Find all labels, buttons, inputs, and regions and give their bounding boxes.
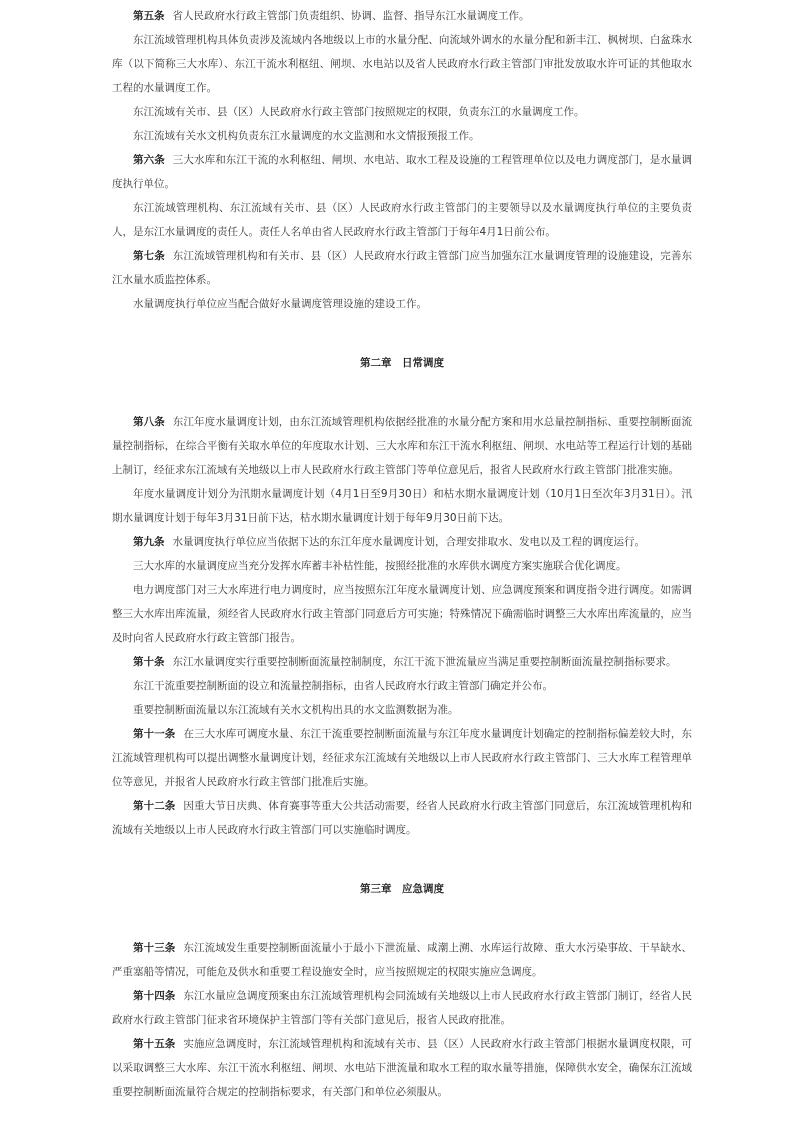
section-emergency-dispatch xyxy=(112,936,692,1104)
article-text: 东江水量调度实行重要控制断面流量控制制度，东江干流下泄流量应当满足重要控制断面流量控制指标要求。 xyxy=(172,656,677,668)
article-number: 第十四条 xyxy=(133,990,176,1002)
article-text: 东江流域管理机构和有关市、县（区）人民政府水行政主管部门应当加强东江水量调度管理的设施建设，完善东江水量水质监控体系。 xyxy=(112,250,693,286)
article-paragraph xyxy=(112,984,692,1032)
article-number: 第十五条 xyxy=(133,1038,176,1050)
article-paragraph xyxy=(112,124,692,148)
article-text: 东江流域发生重要控制断面流量小于最小下泄流量、咸潮上溯、水库运行故障、重大水污染事故、干旱缺水、严重塞船等情况，可能危及供水和重要工程设施安全时，应当按照规定的权限实施应急调度。 xyxy=(112,942,693,978)
article-paragraph xyxy=(112,244,692,292)
article-paragraph xyxy=(112,554,692,578)
article-paragraph xyxy=(112,578,692,650)
article-text: 省人民政府水行政主管部门负责组织、协调、监督、指导东江水量调度工作。 xyxy=(172,10,530,22)
article-number: 第十一条 xyxy=(133,728,176,740)
article-number: 第十条 xyxy=(133,656,165,668)
article-text: 水量调度执行单位应当配合做好水量调度管理设施的建设工作。 xyxy=(133,298,427,310)
article-paragraph xyxy=(112,196,692,244)
section-daily-dispatch xyxy=(112,410,692,842)
article-number: 第六条 xyxy=(133,154,165,166)
article-number: 第七条 xyxy=(133,250,165,262)
article-paragraph xyxy=(112,722,692,794)
article-paragraph xyxy=(112,1032,692,1104)
article-text: 东江年度水量调度计划，由东江流域管理机构依据经批准的水量分配方案和用水总量控制指标、重要控制断面流量控制指标，在综合平衡有关取水单位的年度取水计划、三大水库和东江干流水利枢纽、闸坝、水电站等工程运行计划的基础上制订，经征求东江流域有关地级以上市人民政府水行政主管部门等单位意见后，报省人民政府水行政主管部门批准实施。 xyxy=(112,416,693,476)
article-paragraph xyxy=(112,148,692,196)
article-number: 第九条 xyxy=(133,536,165,548)
article-text: 重要控制断面流量以东江流域有关水文机构出具的水文监测数据为准。 xyxy=(133,704,459,716)
article-text: 东江流域管理机构、东江流域有关市、县（区）人民政府水行政主管部门的主要领导以及水量调度执行单位的主要负责人，是东江水量调度的责任人。责任人名单由省人民政府水行政主管部门于每年4月1日前公布。 xyxy=(112,202,692,238)
article-text: 三大水库的水量调度应当充分发挥水库蓄丰补枯性能，按照经批准的水库供水调度方案实施联合优化调度。 xyxy=(133,560,627,572)
article-paragraph xyxy=(112,650,692,674)
article-text: 电力调度部门对三大水库进行电力调度时，应当按照东江年度水量调度计划、应急调度预案和调度指令进行调度。如需调整三大水库出库流量，须经省人民政府水行政主管部门同意后方可实施；特殊情况下确需临时调整三大水库出库流量的，应当及时向省人民政府水行政主管部门报告。 xyxy=(112,584,692,644)
article-text: 东江流域有关水文机构负责东江水量调度的水文监测和水文情报预报工作。 xyxy=(133,130,480,142)
article-paragraph xyxy=(112,292,692,316)
article-text: 东江干流重要控制断面的设立和流量控制指标，由省人民政府水行政主管部门确定并公布。 xyxy=(133,680,553,692)
article-paragraph xyxy=(112,100,692,124)
article-paragraph xyxy=(112,794,692,842)
article-number: 第十三条 xyxy=(133,942,176,954)
article-text: 东江流域有关市、县（区）人民政府水行政主管部门按照规定的权限，负责东江的水量调度工作。 xyxy=(133,106,585,118)
article-paragraph xyxy=(112,28,692,100)
article-text: 三大水库和东江干流的水利枢纽、闸坝、水电站、取水工程及设施的工程管理单位以及电力调度部门，是水量调度执行单位。 xyxy=(112,154,693,190)
article-paragraph xyxy=(112,698,692,722)
article-paragraph xyxy=(112,530,692,554)
article-text: 东江水量应急调度预案由东江流域管理机构会同流域有关地级以上市人民政府水行政主管部门制订，经省人民政府水行政主管部门征求省环境保护主管部门等有关部门意见后，报省人民政府批准。 xyxy=(112,990,693,1026)
article-text: 年度水量调度计划分为汛期水量调度计划（4月1日至9月30日）和枯水期水量调度计划（10月1日至次年3月31日）。汛期水量调度计划于每年3月31日前下达，枯水期水量调度计划于每年9月30日前下达。 xyxy=(112,488,692,524)
document-content xyxy=(112,4,692,1104)
article-text: 东江流域管理机构具体负责涉及流域内各地级以上市的水量分配、向流域外调水的水量分配和新丰江、枫树坝、白盆珠水库（以下简称三大水库）、东江干流水利枢纽、闸坝、水电站以及省人民政府水行政主管部门审批发放取水许可证的其他取水工程的水量调度工作。 xyxy=(112,34,692,94)
article-paragraph xyxy=(112,410,692,482)
article-text: 因重大节日庆典、体育赛事等重大公共活动需要，经省人民政府水行政主管部门同意后，东江流域管理机构和流域有关地级以上市人民政府水行政主管部门可以实施临时调度。 xyxy=(112,800,693,836)
article-number: 第八条 xyxy=(133,416,165,428)
article-number: 第五条 xyxy=(133,10,165,22)
article-paragraph xyxy=(112,4,692,28)
article-paragraph xyxy=(112,482,692,530)
chapter-3-heading: 第三章 应急调度 xyxy=(360,883,444,895)
article-text: 水量调度执行单位应当依据下达的东江年度水量调度计划，合理安排取水、发电以及工程的调度运行。 xyxy=(172,536,645,548)
chapter-2-heading: 第二章 日常调度 xyxy=(360,357,444,369)
article-paragraph xyxy=(112,936,692,984)
section-general-provisions xyxy=(112,4,692,316)
article-paragraph xyxy=(112,674,692,698)
article-text: 实施应急调度时，东江流域管理机构和流域有关市、县（区）人民政府水行政主管部门根据水量调度权限，可以采取调整三大水库、东江干流水利枢纽、闸坝、水电站下泄流量和取水工程的取水量等措施，保障供水安全，确保东江流域重要控制断面流量符合规定的控制指标要求，有关部门和单位必须服从。 xyxy=(112,1038,693,1098)
article-number: 第十二条 xyxy=(133,800,176,812)
article-text: 在三大水库可调度水量、东江干流重要控制断面流量与东江年度水量调度计划确定的控制指标偏差较大时，东江流域管理机构可以提出调整水量调度计划，经征求东江流域有关地级以上市人民政府水行政主管部门、三大水库工程管理单位等意见，并报省人民政府水行政主管部门批准后实施。 xyxy=(112,728,693,788)
